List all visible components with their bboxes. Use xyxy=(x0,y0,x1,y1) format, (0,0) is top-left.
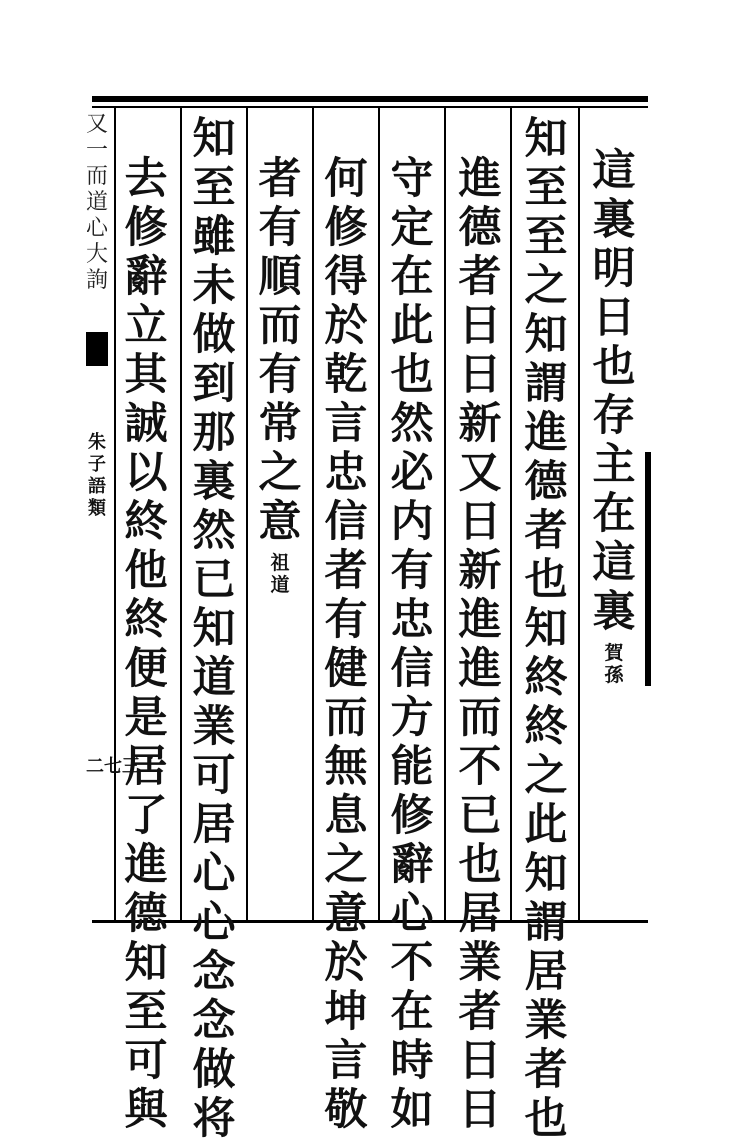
text-char: 至 xyxy=(124,987,168,1037)
text-char: 也 xyxy=(458,840,502,890)
text-char: 終 xyxy=(124,497,168,547)
attribution-char: 祖 xyxy=(270,552,290,574)
text-char: 知 xyxy=(524,604,568,654)
text-char: 謂 xyxy=(524,898,568,948)
text-char: 明 xyxy=(592,244,636,294)
text-char: 常 xyxy=(258,399,302,449)
text-char: 去 xyxy=(124,154,168,204)
text-column-6 xyxy=(252,154,308,596)
text-char: 主 xyxy=(592,440,636,490)
text-char: 裏 xyxy=(192,457,236,507)
text-char: 便 xyxy=(124,644,168,694)
text-char: 也 xyxy=(592,342,636,392)
margin-header xyxy=(84,112,110,294)
text-char: 必 xyxy=(390,448,434,498)
column-divider-rule xyxy=(578,106,580,920)
text-char: 能 xyxy=(390,742,434,792)
text-char: 在 xyxy=(592,489,636,539)
text-char: 者 xyxy=(258,154,302,204)
text-char: 心 xyxy=(192,849,236,899)
text-char: 做 xyxy=(192,1045,236,1095)
text-column-3 xyxy=(452,154,508,1138)
text-char: 在 xyxy=(390,252,434,302)
margin-header-char: 又 xyxy=(85,112,108,137)
text-char: 是 xyxy=(124,693,168,743)
text-char: 之 xyxy=(524,261,568,311)
text-char: 如 xyxy=(390,1085,434,1135)
text-char: 順 xyxy=(258,252,302,302)
margin-divider-rule xyxy=(114,106,116,920)
text-char: 乾 xyxy=(324,350,368,400)
text-char: 而 xyxy=(458,693,502,743)
text-char: 守 xyxy=(390,154,434,204)
text-char: 進 xyxy=(458,595,502,645)
text-char: 也 xyxy=(524,1094,568,1144)
text-char: 知 xyxy=(192,114,236,164)
attribution-note xyxy=(270,552,289,596)
text-char: 有 xyxy=(324,595,368,645)
text-char: 言 xyxy=(324,399,368,449)
text-char: 忠 xyxy=(390,595,434,645)
text-char: 者 xyxy=(524,1045,568,1095)
text-char: 至 xyxy=(524,163,568,213)
text-char: 至 xyxy=(524,212,568,262)
text-char: 忠 xyxy=(324,448,368,498)
text-char: 信 xyxy=(324,497,368,547)
margin-header-char: 詢 xyxy=(85,268,108,293)
text-column-8 xyxy=(118,154,174,1138)
text-char: 立 xyxy=(124,301,168,351)
text-char: 也 xyxy=(390,350,434,400)
text-char: 居 xyxy=(124,742,168,792)
text-char: 辭 xyxy=(124,252,168,302)
text-char: 與 xyxy=(124,1085,168,1135)
text-char: 德 xyxy=(124,889,168,939)
text-char: 知 xyxy=(524,310,568,360)
text-char: 知 xyxy=(524,849,568,899)
text-char: 此 xyxy=(390,301,434,351)
text-char: 敬 xyxy=(324,1085,368,1135)
fish-tail-mark xyxy=(86,332,108,366)
text-char: 言 xyxy=(324,1036,368,1086)
text-char: 之 xyxy=(524,751,568,801)
text-char: 德 xyxy=(458,203,502,253)
text-char: 業 xyxy=(524,996,568,1046)
column-divider-rule xyxy=(444,106,446,920)
text-char: 者 xyxy=(458,252,502,302)
text-char: 這 xyxy=(592,146,636,196)
text-char: 已 xyxy=(192,555,236,605)
text-char: 也 xyxy=(524,555,568,605)
book-title-char: 類 xyxy=(88,498,106,519)
margin-header-char: 一 xyxy=(85,138,108,163)
text-char: 居 xyxy=(458,889,502,939)
text-char: 日 xyxy=(458,497,502,547)
text-column-4 xyxy=(384,154,440,1138)
text-char: 終 xyxy=(524,702,568,752)
column-divider-rule xyxy=(246,106,248,920)
text-char: 不 xyxy=(390,938,434,988)
text-column-1 xyxy=(586,146,642,686)
text-char: 心 xyxy=(192,898,236,948)
text-char: 時 xyxy=(390,1036,434,1086)
text-column-5 xyxy=(318,154,374,1138)
page-number: 二七三 xyxy=(86,756,140,777)
text-char: 雖 xyxy=(192,212,236,262)
text-char: 此 xyxy=(524,800,568,850)
top-inner-rule xyxy=(92,106,648,108)
text-char: 於 xyxy=(324,938,368,988)
book-title-char: 語 xyxy=(88,476,106,497)
attribution-char: 孫 xyxy=(604,664,624,686)
column-divider-rule xyxy=(510,106,512,920)
text-char: 之 xyxy=(258,448,302,498)
column-divider-rule xyxy=(378,106,380,920)
text-char: 進 xyxy=(524,408,568,458)
text-char: 意 xyxy=(324,889,368,939)
text-column-2 xyxy=(518,114,574,1147)
text-char: 新 xyxy=(458,399,502,449)
text-char: 息 xyxy=(324,791,368,841)
text-char: 将 xyxy=(192,1094,236,1144)
text-char: 做 xyxy=(192,310,236,360)
text-char: 者 xyxy=(458,987,502,1037)
text-char: 進 xyxy=(124,840,168,890)
text-char: 他 xyxy=(124,546,168,596)
text-char: 而 xyxy=(258,301,302,351)
text-char: 其 xyxy=(124,350,168,400)
text-char: 日 xyxy=(458,1085,502,1135)
text-char: 謂 xyxy=(524,359,568,409)
margin-header-char: 心 xyxy=(85,216,108,241)
text-char: 又 xyxy=(458,448,502,498)
text-char: 至 xyxy=(192,163,236,213)
text-char: 信 xyxy=(390,644,434,694)
text-char: 居 xyxy=(524,947,568,997)
text-char: 知 xyxy=(124,938,168,988)
attribution-note xyxy=(604,642,623,686)
text-char: 裏 xyxy=(592,195,636,245)
text-char: 業 xyxy=(458,938,502,988)
text-char: 存 xyxy=(592,391,636,441)
text-char: 然 xyxy=(390,399,434,449)
text-char: 有 xyxy=(258,350,302,400)
text-char: 於 xyxy=(324,301,368,351)
text-char: 修 xyxy=(124,203,168,253)
text-char: 念 xyxy=(192,947,236,997)
text-char: 坤 xyxy=(324,987,368,1037)
text-char: 未 xyxy=(192,261,236,311)
text-char: 然 xyxy=(192,506,236,556)
text-char: 不 xyxy=(458,742,502,792)
text-char: 者 xyxy=(524,506,568,556)
attribution-char: 賀 xyxy=(604,642,624,664)
text-char: 有 xyxy=(258,203,302,253)
text-char: 誠 xyxy=(124,399,168,449)
text-char: 念 xyxy=(192,996,236,1046)
text-char: 修 xyxy=(390,791,434,841)
text-char: 意 xyxy=(258,497,302,547)
text-char: 定 xyxy=(390,203,434,253)
text-char: 那 xyxy=(192,408,236,458)
text-char: 終 xyxy=(124,595,168,645)
text-char: 到 xyxy=(192,359,236,409)
text-char: 終 xyxy=(524,653,568,703)
text-char: 進 xyxy=(458,154,502,204)
text-char: 何 xyxy=(324,154,368,204)
text-char: 了 xyxy=(124,791,168,841)
text-char: 已 xyxy=(458,791,502,841)
text-char: 居 xyxy=(192,800,236,850)
text-char: 這 xyxy=(592,538,636,588)
text-column-7 xyxy=(186,114,242,1147)
text-char: 健 xyxy=(324,644,368,694)
book-title xyxy=(86,432,108,520)
text-char: 心 xyxy=(390,889,434,939)
margin-header-char: 而 xyxy=(85,164,108,189)
text-char: 無 xyxy=(324,742,368,792)
text-char: 有 xyxy=(390,546,434,596)
text-char: 辭 xyxy=(390,840,434,890)
text-char: 進 xyxy=(458,644,502,694)
column-divider-rule xyxy=(312,106,314,920)
column-divider-rule xyxy=(180,106,182,920)
text-char: 者 xyxy=(324,546,368,596)
attribution-char: 道 xyxy=(270,574,290,596)
text-char: 業 xyxy=(192,702,236,752)
text-char: 新 xyxy=(458,546,502,596)
text-char: 方 xyxy=(390,693,434,743)
text-char: 可 xyxy=(192,751,236,801)
text-char: 内 xyxy=(390,497,434,547)
margin-header-char: 大 xyxy=(85,242,108,267)
text-char: 之 xyxy=(324,840,368,890)
margin-header-char: 道 xyxy=(85,190,108,215)
book-title-char: 朱 xyxy=(88,432,106,453)
text-char: 知 xyxy=(524,114,568,164)
top-border-rule xyxy=(92,96,648,102)
text-char: 在 xyxy=(390,987,434,1037)
right-edge-bar xyxy=(645,452,651,686)
text-char: 日 xyxy=(458,1036,502,1086)
text-char: 德 xyxy=(524,457,568,507)
text-char: 日 xyxy=(458,350,502,400)
text-char: 以 xyxy=(124,448,168,498)
text-char: 日 xyxy=(592,293,636,343)
book-title-char: 子 xyxy=(88,454,106,475)
text-char: 道 xyxy=(192,653,236,703)
text-char: 裏 xyxy=(592,587,636,637)
text-char: 可 xyxy=(124,1036,168,1086)
text-char: 日 xyxy=(458,301,502,351)
text-char: 知 xyxy=(192,604,236,654)
text-char: 得 xyxy=(324,252,368,302)
text-char: 修 xyxy=(324,203,368,253)
text-char: 而 xyxy=(324,693,368,743)
